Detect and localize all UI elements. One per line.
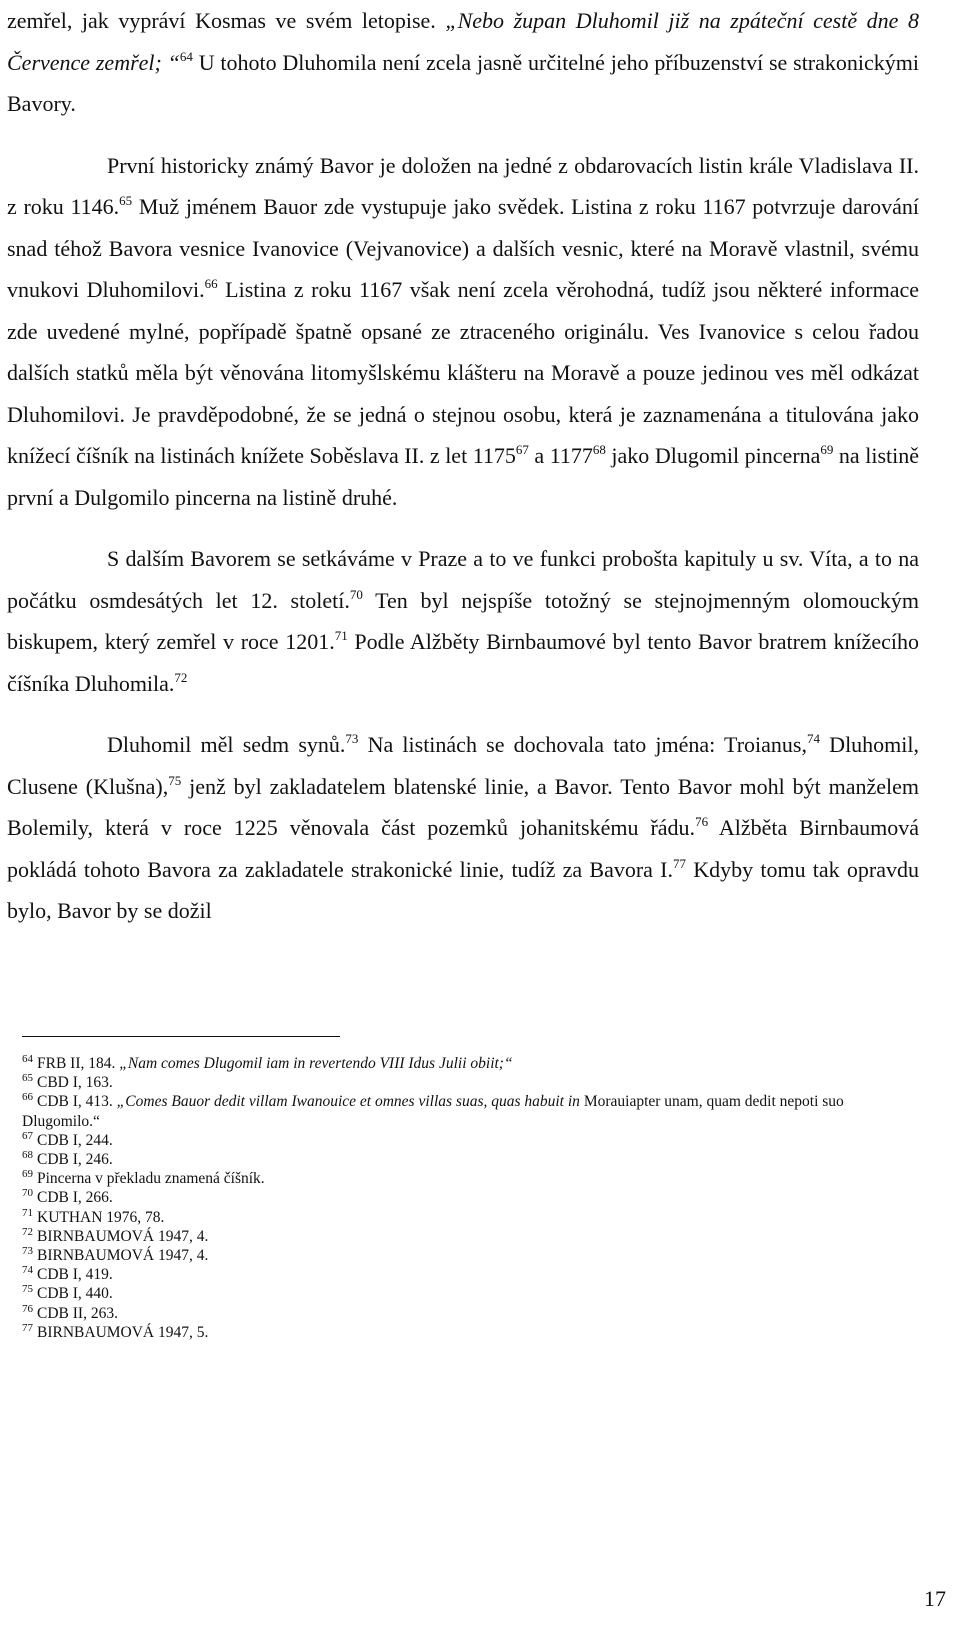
paragraph-text: U tohoto Dluhomila není zcela jasně určitelné jeho příbuzenství se strakonickými Bavory. [7,49,919,116]
footnote-text: CDB I, 413. [37,1093,117,1111]
footnote-reference: 70 [349,586,363,602]
footnote-text: CBD I, 163. [37,1074,113,1092]
footnote-number: 68 [22,1149,33,1162]
quoted-text: „Nebo župan Dluhomil již na zpáteční cestě dne 8 Července zemřel; “ [7,8,919,75]
footnote-item [22,1265,912,1284]
paragraph [7,724,919,932]
document-page [7,0,919,932]
footnote-text: BIRNBAUMOVÁ 1947, 4. [37,1227,209,1245]
footnote-text: Morauiapter unam, quam dedit nepoti suo Dlugomilo.“ [22,1093,844,1130]
footnote-item [22,1323,912,1342]
footnote-text: CDB I, 244. [37,1131,113,1149]
footnote-reference: 68 [592,442,606,457]
footnote-number: 76 [22,1302,33,1315]
footnote-item [22,1169,912,1188]
footnote-number: 71 [22,1206,33,1219]
footnote-text: CDB II, 263. [37,1304,118,1322]
footnote-item [22,1188,912,1207]
paragraph-text: zemřel, jak vypráví Kosmas ve svém letopise. [7,8,446,33]
paragraph-text: Muž jménem Bauor zde vystupuje jako svědek. Listina z roku 1167 potvrzuje darování snad téhož Bavora vesnice Ivanovice (Vejvanovice) a dalších vesnic, které na Moravě vlastnil, svému vnukovi Dluhomilovi. [7,194,919,302]
footnotes [22,1054,912,1342]
footnote-text: CDB I, 246. [37,1151,113,1169]
paragraph-text: Ten byl nejspíše totožný se stejnojmenným olomouckým biskupem, který zemřel v roce 1201. [7,587,919,654]
paragraph-text: Dluhomil měl sedm synů. [107,732,346,757]
footnote-item [22,1092,912,1130]
footnote-number: 66 [22,1091,33,1104]
footnote-number: 77 [22,1321,33,1334]
footnote-text: CDB I, 419. [37,1266,113,1284]
footnote-number: 74 [22,1264,33,1277]
footnote-text: BIRNBAUMOVÁ 1947, 4. [37,1247,209,1265]
footnote-item [22,1227,912,1246]
paragraph-text: Listina z roku 1167 však není zcela věrohodná, tudíž jsou některé informace zde uvedené mylné, popřípadě špatně opsané ze ztraceného originálu. Ves Ivanovice s celou řadou dalších statků měla být věnována litomyšlskému klášteru na Moravě a pouze jedinou ves měl odkázat Dluhomilovi. Je pravděpodobné, že se jedná o stejnou osobu, která je zaznamenána a titulována jako knížecí číšník na listinách knížete Soběslava II. z let 1175 [7,277,920,468]
footnote-reference: 69 [820,442,834,457]
footnote-text: CDB I, 440. [37,1285,113,1303]
footnote-text: Pincerna v překladu znamená číšník. [37,1170,265,1188]
footnote-reference: 76 [695,814,709,829]
paragraph [7,145,919,519]
footnote-reference: 72 [174,669,188,685]
paragraph-text: jenž byl zakladatelem blatenské linie, a Bavor. Tento Bavor mohl být manželem Bolemily, která v roce 1225 věnovala část pozemků johanitskému řádu. [7,773,920,840]
footnote-text: FRB II, 184. [37,1055,120,1072]
footnote-text: KUTHAN 1976, 78. [37,1208,165,1226]
paragraph-text: Podle Alžběty Birnbaumové byl tento Bavor bratrem knížecího číšníka Dluhomila. [7,629,919,696]
paragraph [7,0,919,125]
paragraph-text: na listině první a Dulgomilo pincerna na listině druhé. [7,443,919,510]
paragraph-text: S dalším Bavorem se setkáváme v Praze a to ve funkci proboštа kapituly u sv. Víta, a to na počátku osmdesátých let 12. století. [7,546,919,613]
footnote-item [22,1054,912,1073]
footnote-reference: 75 [168,772,182,788]
paragraph-text: Dluhomil, Clusene (Klušna), [7,732,920,799]
footnote-item [22,1208,912,1227]
footnote-text: CDB I, 266. [37,1189,113,1207]
footnote-reference: 77 [673,855,686,871]
footnote-reference: 65 [119,193,133,208]
footnote-text: BIRNBAUMOVÁ 1947, 5. [37,1323,209,1341]
body-text [7,0,919,932]
footnote-reference: 67 [515,442,529,457]
quoted-text: „Comes Bauor dedit villam Iwanouice et omnes villas suas, quas habuit in [116,1093,580,1111]
footnote-number: 64 [22,1053,33,1065]
footnote-item [22,1131,912,1150]
footnote-number: 75 [22,1283,33,1296]
footnote-reference: 73 [345,731,359,746]
footnote-item [22,1073,912,1092]
paragraph-text: jako Dlugomil pincerna [605,443,821,468]
footnote-reference: 66 [204,276,218,291]
paragraph [7,538,919,704]
paragraph-text: Alžběta Birnbaumová pokládá tohoto Bavora za zakladatele strakonické linie, tudíž za Bavora I. [7,815,919,882]
footnote-number: 73 [22,1245,33,1258]
footnote-item [22,1284,912,1303]
paragraph-text: Na listinách se dochovala tato jména: Troianus, [358,732,807,757]
footnote-number: 70 [22,1187,33,1200]
footnote-number: 67 [22,1129,33,1142]
footnote-number: 72 [22,1225,33,1238]
footnote-separator [22,1036,340,1037]
footnote-reference: 64 [179,48,193,64]
footnote-reference: 74 [807,731,820,746]
footnote-item [22,1150,912,1169]
footnote-number: 69 [22,1168,33,1181]
paragraph-text: První historicky známý Bavor je doložen na jedné z obdarovacích listin krále Vladislava II. z roku 1146. [7,152,919,219]
page-number: 17 [924,1586,946,1611]
footnote-item [22,1246,912,1265]
footnote-number: 65 [22,1072,33,1085]
paragraph-text: Kdyby tomu tak opravdu bylo, Bavor by se dožil [7,856,919,923]
footnote-reference: 71 [334,628,348,643]
quoted-text: „Nam comes Dlugomil iam in revertendo VIII Idus Julii obiit;“ [119,1055,513,1072]
paragraph-text: a 1177 [528,443,593,468]
footnote-item [22,1304,912,1323]
